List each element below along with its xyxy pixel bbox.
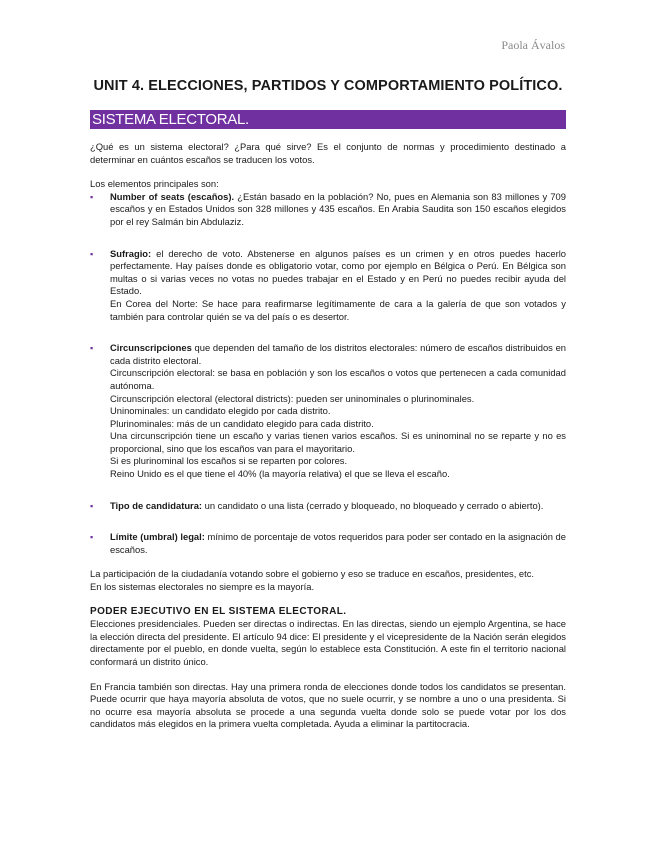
item-text: el derecho de voto. Abstenerse en algunos países es un crimen y en otros puedes hacerlo perfectamente. Hay países donde es obligatorio votar, como por ejemplo en Bélgica o Perú. En Bélgica son multas o si varias veces no votas no puedes trabajar en el Estado y en Perú no puedes recibir ayuda del Estado. — [110, 247, 566, 297]
section-title-bar: SISTEMA ELECTORAL. — [90, 110, 566, 129]
item-text: un candidato o una lista (cerrado y bloqueado, no bloqueado y cerrado o abierto). — [204, 499, 544, 511]
author-name: Paola Ávalos — [501, 38, 565, 52]
item-text: Reino Unido es el que tiene el 40% (la mayoría relativa) el que se lleva el escaño. — [110, 468, 450, 480]
item-text: Plurinominales: más de un candidato elegido para cada distrito. — [110, 417, 374, 429]
item-text: Si es plurinominal los escaños si se reparten por colores. — [110, 455, 348, 467]
item-text: Circunscripción electoral: se basa en población y son los escaños o votos que pertenecen a cada comunidad autónoma. — [110, 367, 566, 391]
list-item-seats — [90, 191, 566, 229]
list-item-limite — [90, 531, 566, 556]
term-label: Number of seats (escaños). — [110, 190, 235, 202]
subsection-heading: PODER EJECUTIVO EN EL SISTEMA ELECTORAL. — [90, 605, 347, 617]
intro-paragraph: ¿Qué es un sistema electoral? ¿Para qué sirve? Es el conjunto de normas y procedimiento destinado a determinar en cuántos escaños se traducen los votos. — [90, 141, 566, 165]
item-text: mínimo de porcentaje de votos requeridos para poder ser contado en la asignación de escaños. — [110, 531, 566, 555]
list-item-sufragio — [90, 248, 566, 324]
item-text: En Corea del Norte: Se hace para reafirmarse legítimamente de cara a la galería de que son votados y también para controlar quién se va del país o es desertor. — [110, 297, 566, 322]
term-label: Circunscripciones — [110, 342, 192, 354]
list-item-candidatura — [90, 500, 566, 513]
elements-label: Los elementos principales son: — [90, 178, 219, 190]
item-text: que dependen del tamaño de los distritos electorales: número de escaños distribuidos en cada distrito electoral. — [110, 342, 566, 366]
term-label: Tipo de candidatura: — [110, 499, 203, 511]
executive-paragraph: Elecciones presidenciales. Pueden ser directas o indirectas. En las directas, siendo un ejemplo Argentina, se hace la elección directa del presidente. El artículo 94 dice: El presidente y el vicepresidente de la Nación serán elegidos directamente por el pueblo, en donde vuelta, según lo establece esta Constitución. A este fin el territorio nacional conformará un distrito único. — [90, 618, 566, 667]
item-text: Circunscripción electoral (electoral districts): pueden ser uninominales o plurinominales. — [110, 392, 475, 404]
term-label: Límite (umbral) legal: — [110, 531, 205, 543]
item-text: ¿Están basado en la población? No, pues en Alemania son 83 millones y 709 escaños y en Estados Unidos son 328 millones y 435 escaños. En Arabia Saudita son 150 escaños elegidos por el rey Salmán bin Abdulaziz. — [110, 190, 566, 227]
item-text: Una circunscripción tiene un escaño y varias tienen varios escaños. Si es uninominal no se reparte y no es proporcional, sino que los escaños van para el mayoritario. — [110, 430, 566, 454]
term-label: Sufragio: — [110, 247, 152, 259]
executive-paragraph: En Francia también son directas. Hay una primera ronda de elecciones donde todos los candidatos se presentan. Puede ocurrir que haya mayoría absoluta de votos, que no suele ocurrir, y se nombre a uno o una presidenta. Si no ocurre esa mayoría absoluta se procede a una segunda vuelta donde solo se puede votar por los dos candidatos más elegidos en la primera vuelta completada. Ayuda a eliminar la partitocracia. — [90, 680, 566, 730]
unit-title: UNIT 4. ELECCIONES, PARTIDOS Y COMPORTAMIENTO POLÍTICO. — [93, 78, 563, 94]
item-text: Uninominales: un candidato elegido por cada distrito. — [110, 405, 331, 417]
closing-paragraph: La participación de la ciudadanía votando sobre el gobierno y eso se traduce en escaños, presidentes, etc. — [90, 568, 535, 580]
document-body — [90, 141, 566, 731]
elements-list — [90, 191, 566, 557]
closing-paragraph: En los sistemas electorales no siempre es la mayoría. — [90, 581, 315, 593]
list-item-circunscripciones — [90, 342, 566, 481]
